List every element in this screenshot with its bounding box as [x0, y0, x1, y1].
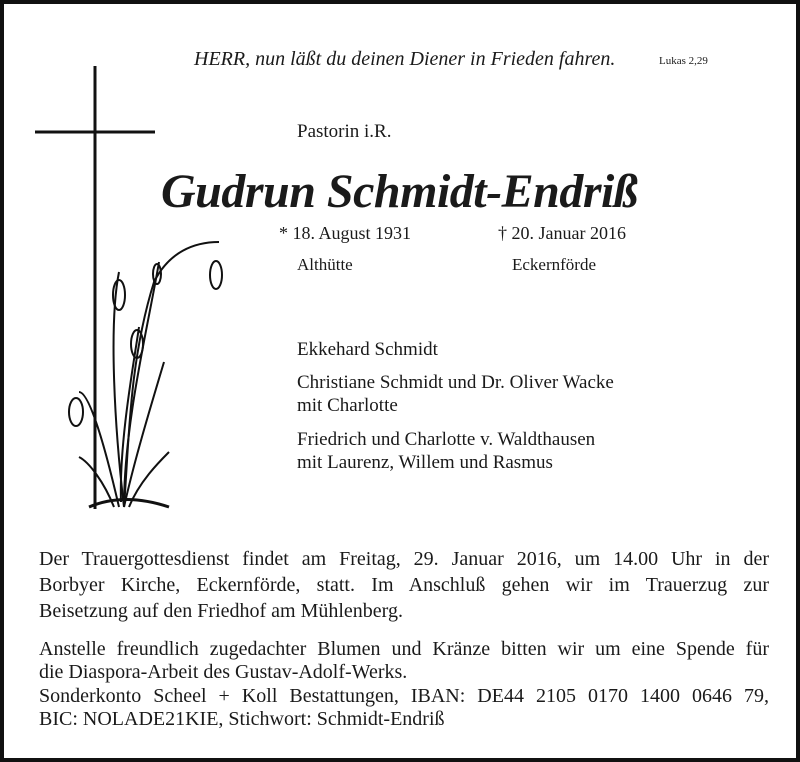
mourner-line: mit Laurenz, Willem und Rasmus — [297, 452, 553, 473]
deceased-name: Gudrun Schmidt-Endriß — [161, 165, 638, 218]
donation-text-line: Sonderkonto Scheel + Koll Bestattungen, IBAN: DE44 2105 0170 1400 0646 79, — [39, 685, 769, 707]
death-place: Eckernförde — [512, 255, 597, 274]
cross-icon — [35, 66, 155, 509]
birth-place: Althütte — [297, 255, 353, 274]
service-text-line: Beisetzung auf den Friedhof am Mühlenberg. — [39, 600, 403, 622]
snowdrop-flowers-icon — [69, 242, 222, 507]
donation-text-line: BIC: NOLADE21KIE, Stichwort: Schmidt-Endriß — [39, 708, 445, 730]
mourner-line: Friedrich und Charlotte v. Waldthausen — [297, 429, 596, 450]
deceased-title: Pastorin i.R. — [297, 121, 392, 142]
birth-date: * 18. August 1931 — [279, 223, 412, 243]
mourner-line: Christiane Schmidt und Dr. Oliver Wacke — [297, 372, 614, 393]
service-text-line: Borbyer Kirche, Eckernförde, statt. Im Anschluß gehen wir im Trauerzug zur — [39, 574, 769, 596]
death-date: † 20. Januar 2016 — [498, 223, 626, 243]
service-text-line: Der Trauergottesdienst findet am Freitag, 29. Januar 2016, um 14.00 Uhr in der — [39, 548, 769, 570]
mourner-line: mit Charlotte — [297, 395, 398, 416]
bible-verse: HERR, nun läßt du deinen Diener in Frieden fahren. — [194, 48, 616, 70]
mourner-line: Ekkehard Schmidt — [297, 339, 438, 360]
cross-and-snowdrops-illustration — [29, 62, 239, 522]
verse-reference: Lukas 2,29 — [659, 55, 708, 67]
donation-text-line: Anstelle freundlich zugedachter Blumen und Kränze bitten wir um eine Spende für — [39, 638, 769, 660]
donation-text-line: die Diaspora-Arbeit des Gustav-Adolf-Werks. — [39, 661, 408, 683]
